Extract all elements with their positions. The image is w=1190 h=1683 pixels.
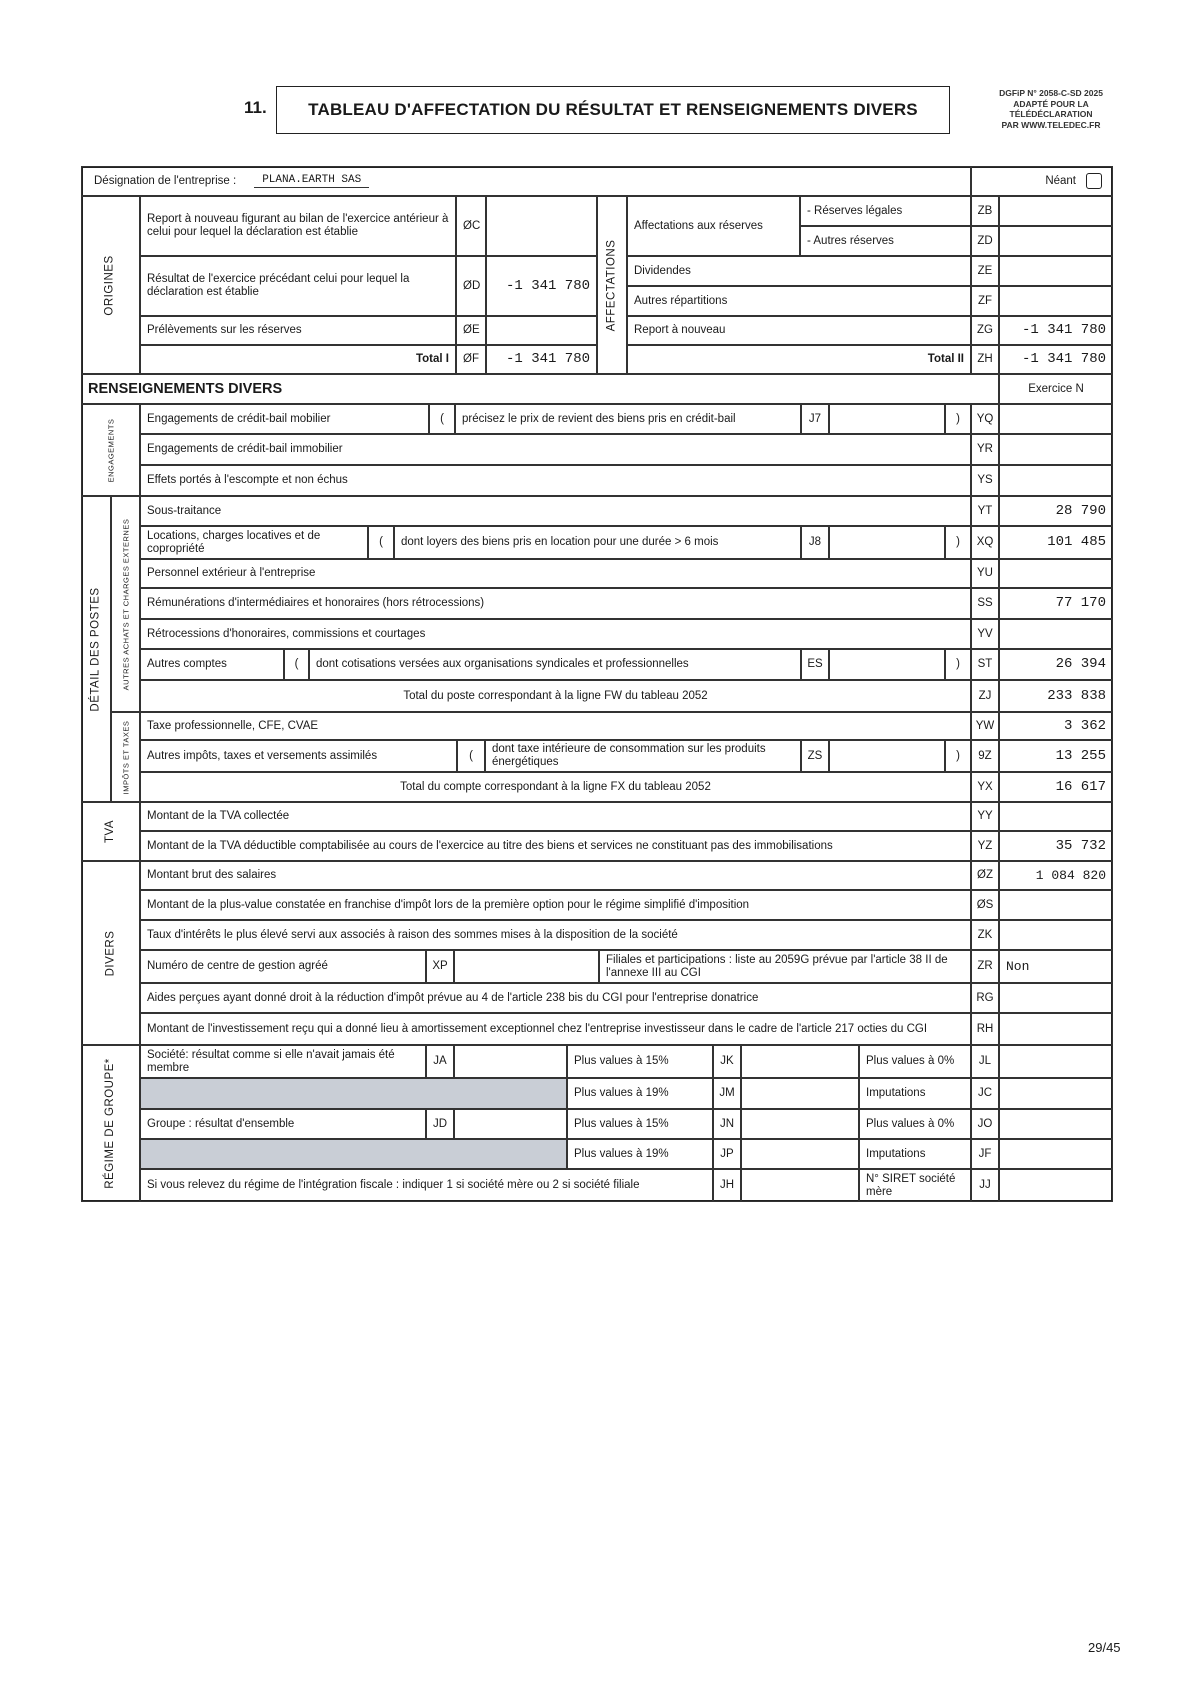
paren-close: ) bbox=[945, 526, 971, 559]
value-jh[interactable] bbox=[741, 1169, 859, 1202]
paren-open: ( bbox=[284, 649, 309, 680]
code-zr: ZR bbox=[971, 950, 999, 983]
pv0-label: Plus values à 0% bbox=[859, 1109, 971, 1139]
credit-bail-mobilier-label: Engagements de crédit-bail mobilier bbox=[140, 404, 429, 434]
company-name[interactable]: PLANA.EARTH SAS bbox=[254, 174, 369, 188]
value-yt[interactable]: 28 790 bbox=[999, 496, 1113, 526]
code-of: ØF bbox=[456, 345, 486, 374]
value-oe[interactable] bbox=[486, 316, 597, 345]
total-fx-label: Total du compte correspondant à la ligne FX du tableau 2052 bbox=[140, 772, 971, 802]
form-reference bbox=[986, 88, 1116, 130]
neant-label: Néant bbox=[1045, 174, 1076, 187]
locations-label: Locations, charges locatives et de copropriété bbox=[140, 526, 368, 559]
resultat-label: Résultat de l'exercice précédant celui pour lequel la déclaration est établie bbox=[140, 256, 456, 316]
value-jm[interactable] bbox=[741, 1078, 859, 1109]
value-9z[interactable]: 13 255 bbox=[999, 740, 1113, 772]
paren-close: ) bbox=[945, 404, 971, 434]
neant-checkbox[interactable] bbox=[1086, 173, 1102, 189]
imputations-label: Imputations bbox=[859, 1139, 971, 1169]
code-zj: ZJ bbox=[971, 680, 999, 712]
code-os: ØS bbox=[971, 890, 999, 920]
value-jk[interactable] bbox=[741, 1045, 859, 1078]
centre-gestion-label: Numéro de centre de gestion agréé bbox=[140, 950, 426, 983]
code-9z: 9Z bbox=[971, 740, 999, 772]
code-jj: JJ bbox=[971, 1169, 999, 1202]
ref-line: TÉLÉDÉCLARATION bbox=[1009, 109, 1093, 119]
reserves-legales-label: - Réserves légales bbox=[800, 196, 971, 226]
code-yq: YQ bbox=[971, 404, 999, 434]
autres-impots-label: Autres impôts, taxes et versements assimilés bbox=[140, 740, 457, 772]
value-of[interactable]: -1 341 780 bbox=[486, 345, 597, 374]
value-j8[interactable] bbox=[829, 526, 945, 559]
origines-section bbox=[81, 196, 140, 374]
cotisations-note: dont cotisations versées aux organisations syndicales et professionnelles bbox=[309, 649, 801, 680]
value-zg[interactable]: -1 341 780 bbox=[999, 316, 1113, 345]
value-xq[interactable]: 101 485 bbox=[999, 526, 1113, 559]
code-xq: XQ bbox=[971, 526, 999, 559]
value-ss[interactable]: 77 170 bbox=[999, 588, 1113, 619]
value-rg[interactable] bbox=[999, 983, 1113, 1013]
code-j8: J8 bbox=[801, 526, 829, 559]
prelevements-label: Prélèvements sur les réserves bbox=[140, 316, 456, 345]
code-zf: ZF bbox=[971, 286, 999, 316]
value-ze[interactable] bbox=[999, 256, 1113, 286]
code-zk: ZK bbox=[971, 920, 999, 950]
code-jk: JK bbox=[713, 1045, 741, 1078]
paren-close: ) bbox=[945, 649, 971, 680]
code-jh: JH bbox=[713, 1169, 741, 1202]
code-zb: ZB bbox=[971, 196, 999, 226]
exercice-header: Exercice N bbox=[999, 374, 1113, 404]
achats-section bbox=[111, 496, 140, 712]
value-st[interactable]: 26 394 bbox=[999, 649, 1113, 680]
taxe-pro-label: Taxe professionnelle, CFE, CVAE bbox=[140, 712, 971, 740]
code-es: ES bbox=[801, 649, 829, 680]
divers-section bbox=[81, 861, 140, 1045]
code-yx: YX bbox=[971, 772, 999, 802]
filiales-label: Filiales et participations : liste au 2059G prévue par l'article 38 II de l'annexe III au CGI bbox=[599, 950, 971, 983]
autres-comptes-label: Autres comptes bbox=[140, 649, 284, 680]
greyed-cell bbox=[140, 1139, 567, 1169]
investissement-label: Montant de l'investissement reçu qui a donné lieu à amortissement exceptionnel chez l'entreprise investisseur dans le cadre de l'article 217 octies du CGI bbox=[140, 1013, 971, 1045]
societe-label: Société: résultat comme si elle n'avait jamais été membre bbox=[140, 1045, 426, 1078]
total-ii-label: Total II bbox=[627, 345, 971, 374]
greyed-cell bbox=[140, 1078, 567, 1109]
ref-line: ADAPTÉ POUR LA bbox=[1013, 98, 1089, 109]
pv15-label: Plus values à 15% bbox=[567, 1109, 713, 1139]
pv19-label: Plus values à 19% bbox=[567, 1078, 713, 1109]
code-j7: J7 bbox=[801, 404, 829, 434]
paren-open: ( bbox=[457, 740, 485, 772]
code-yv: YV bbox=[971, 619, 999, 649]
groupe-label: RÉGIME DE GROUPE* bbox=[104, 1058, 116, 1189]
code-jn: JN bbox=[713, 1109, 741, 1139]
origines-label: ORIGINES bbox=[104, 254, 117, 316]
value-jc[interactable] bbox=[999, 1078, 1113, 1109]
section-number: 11. bbox=[244, 98, 267, 117]
code-yz: YZ bbox=[971, 831, 999, 861]
value-oc[interactable] bbox=[486, 196, 597, 256]
value-zk[interactable] bbox=[999, 920, 1113, 950]
sous-traitance-label: Sous-traitance bbox=[140, 496, 971, 526]
taux-interets-label: Taux d'intérêts le plus élevé servi aux associés à raison des sommes mises à la disposition de la société bbox=[140, 920, 971, 950]
salaires-label: Montant brut des salaires bbox=[140, 861, 971, 890]
code-oe: ØE bbox=[456, 316, 486, 345]
affectations-label: AFFECTATIONS bbox=[605, 239, 618, 331]
autres-repartitions-label: Autres répartitions bbox=[627, 286, 971, 316]
code-ss: SS bbox=[971, 588, 999, 619]
code-jo: JO bbox=[971, 1109, 999, 1139]
code-oz: ØZ bbox=[971, 861, 999, 890]
code-yw: YW bbox=[971, 712, 999, 740]
code-xp: XP bbox=[426, 950, 454, 983]
taxe-energie-note: dont taxe intérieure de consommation sur les produits énergétiques bbox=[485, 740, 801, 772]
value-yz[interactable]: 35 732 bbox=[999, 831, 1113, 861]
value-yy[interactable] bbox=[999, 802, 1113, 831]
value-zf[interactable] bbox=[999, 286, 1113, 316]
report-label: Report à nouveau figurant au bilan de l'exercice antérieur à celui pour lequel la déclaration est établie bbox=[140, 196, 456, 256]
value-os[interactable] bbox=[999, 890, 1113, 920]
locations-note: dont loyers des biens pris en location pour une durée > 6 mois bbox=[394, 526, 801, 559]
code-jd: JD bbox=[426, 1109, 454, 1139]
value-od[interactable]: -1 341 780 bbox=[486, 256, 597, 316]
engagements-section bbox=[81, 404, 140, 496]
dividendes-label: Dividendes bbox=[627, 256, 971, 286]
value-yr[interactable] bbox=[999, 434, 1113, 465]
report-nouveau-label: Report à nouveau bbox=[627, 316, 971, 345]
code-jp: JP bbox=[713, 1139, 741, 1169]
autres-reserves-label: - Autres réserves bbox=[800, 226, 971, 256]
pv19-label: Plus values à 19% bbox=[567, 1139, 713, 1169]
ref-line: PAR WWW.TELEDEC.FR bbox=[1001, 119, 1101, 130]
tva-collectee-label: Montant de la TVA collectée bbox=[140, 802, 971, 831]
integration-label: Si vous relevez du régime de l'intégration fiscale : indiquer 1 si société mère ou 2 si société filiale bbox=[140, 1169, 713, 1202]
pv15-label: Plus values à 15% bbox=[567, 1045, 713, 1078]
pv0-label: Plus values à 0% bbox=[859, 1045, 971, 1078]
tva-label: TVA bbox=[103, 819, 116, 844]
code-zh: ZH bbox=[971, 345, 999, 374]
tva-section bbox=[81, 802, 140, 861]
value-ys[interactable] bbox=[999, 465, 1113, 496]
code-yr: YR bbox=[971, 434, 999, 465]
value-zs[interactable] bbox=[829, 740, 945, 772]
code-zs: ZS bbox=[801, 740, 829, 772]
value-jd[interactable] bbox=[454, 1109, 567, 1139]
total-i-label: Total I bbox=[140, 345, 456, 374]
code-yu: YU bbox=[971, 559, 999, 588]
credit-bail-note: précisez le prix de revient des biens pris en crédit-bail bbox=[455, 404, 801, 434]
value-jf[interactable] bbox=[999, 1139, 1113, 1169]
code-zg: ZG bbox=[971, 316, 999, 345]
remunerations-label: Rémunérations d'intermédiaires et honoraires (hors rétrocessions) bbox=[140, 588, 971, 619]
value-jl[interactable] bbox=[999, 1045, 1113, 1078]
siret-label: N° SIRET société mère bbox=[859, 1169, 971, 1202]
impots-label: IMPÔTS ET TAXES bbox=[121, 720, 130, 794]
value-yx[interactable]: 16 617 bbox=[999, 772, 1113, 802]
engagements-label: ENGAGEMENTS bbox=[106, 418, 115, 482]
ref-line: DGFiP N° 2058-C-SD 2025 bbox=[999, 88, 1103, 98]
paren-close: ) bbox=[945, 740, 971, 772]
value-es[interactable] bbox=[829, 649, 945, 680]
code-rh: RH bbox=[971, 1013, 999, 1045]
value-rh[interactable] bbox=[999, 1013, 1113, 1045]
groupe-section bbox=[81, 1045, 140, 1202]
value-jn[interactable] bbox=[741, 1109, 859, 1139]
affectations-reserves-label: Affectations aux réserves bbox=[627, 196, 800, 256]
achats-label: AUTRES ACHATS ET CHARGES EXTERNES bbox=[121, 518, 131, 690]
company-row bbox=[81, 166, 971, 196]
value-jj[interactable] bbox=[999, 1169, 1113, 1202]
divers-label: DIVERS bbox=[104, 930, 117, 976]
aides-label: Aides perçues ayant donné droit à la réduction d'impôt prévue au 4 de l'article 238 bis du CGI pour l'entreprise donatrice bbox=[140, 983, 971, 1013]
value-xp[interactable] bbox=[454, 950, 599, 983]
tva-deductible-label: Montant de la TVA déductible comptabilisée au cours de l'exercice au titre des biens et services ne constituant pas des immobilisations bbox=[140, 831, 971, 861]
retrocessions-label: Rétrocessions d'honoraires, commissions et courtages bbox=[140, 619, 971, 649]
code-jf: JF bbox=[971, 1139, 999, 1169]
groupe-resultat-label: Groupe : résultat d'ensemble bbox=[140, 1109, 426, 1139]
impots-section bbox=[111, 712, 140, 802]
value-j7[interactable] bbox=[829, 404, 945, 434]
value-yv[interactable] bbox=[999, 619, 1113, 649]
detail-postes-label: DÉTAIL DES POSTES bbox=[89, 586, 102, 712]
code-jl: JL bbox=[971, 1045, 999, 1078]
code-yy: YY bbox=[971, 802, 999, 831]
code-zd: ZD bbox=[971, 226, 999, 256]
company-label: Désignation de l'entreprise : bbox=[94, 174, 237, 187]
value-zd[interactable] bbox=[999, 226, 1113, 256]
code-yt: YT bbox=[971, 496, 999, 526]
code-ys: YS bbox=[971, 465, 999, 496]
code-jm: JM bbox=[713, 1078, 741, 1109]
value-yw[interactable]: 3 362 bbox=[999, 712, 1113, 740]
value-yq[interactable] bbox=[999, 404, 1113, 434]
code-st: ST bbox=[971, 649, 999, 680]
value-jp[interactable] bbox=[741, 1139, 859, 1169]
neant-cell bbox=[971, 166, 1113, 196]
value-zb[interactable] bbox=[999, 196, 1113, 226]
value-zr[interactable]: Non bbox=[999, 950, 1113, 983]
page-number: 29/45 bbox=[1088, 1640, 1121, 1655]
code-jc: JC bbox=[971, 1078, 999, 1109]
affectations-section bbox=[597, 196, 627, 374]
credit-bail-immobilier-label: Engagements de crédit-bail immobilier bbox=[140, 434, 971, 465]
value-zh[interactable]: -1 341 780 bbox=[999, 345, 1113, 374]
paren-open: ( bbox=[429, 404, 455, 434]
code-od: ØD bbox=[456, 256, 486, 316]
value-jo[interactable] bbox=[999, 1109, 1113, 1139]
value-ja[interactable] bbox=[454, 1045, 567, 1078]
code-oc: ØC bbox=[456, 196, 486, 256]
value-oz[interactable]: 1 084 820 bbox=[999, 861, 1113, 890]
plus-value-label: Montant de la plus-value constatée en franchise d'impôt lors de la première option pour le régime simplifié d'imposition bbox=[140, 890, 971, 920]
detail-postes-section bbox=[81, 496, 111, 802]
code-ze: ZE bbox=[971, 256, 999, 286]
page-title: TABLEAU D'AFFECTATION DU RÉSULTAT ET RENSEIGNEMENTS DIVERS bbox=[276, 86, 950, 134]
code-ja: JA bbox=[426, 1045, 454, 1078]
value-yu[interactable] bbox=[999, 559, 1113, 588]
effets-escompte-label: Effets portés à l'escompte et non échus bbox=[140, 465, 971, 496]
value-zj[interactable]: 233 838 bbox=[999, 680, 1113, 712]
total-fw-label: Total du poste correspondant à la ligne FW du tableau 2052 bbox=[140, 680, 971, 712]
personnel-exterieur-label: Personnel extérieur à l'entreprise bbox=[140, 559, 971, 588]
renseignements-title: RENSEIGNEMENTS DIVERS bbox=[81, 374, 999, 404]
imputations-label: Imputations bbox=[859, 1078, 971, 1109]
paren-open: ( bbox=[368, 526, 394, 559]
code-rg: RG bbox=[971, 983, 999, 1013]
